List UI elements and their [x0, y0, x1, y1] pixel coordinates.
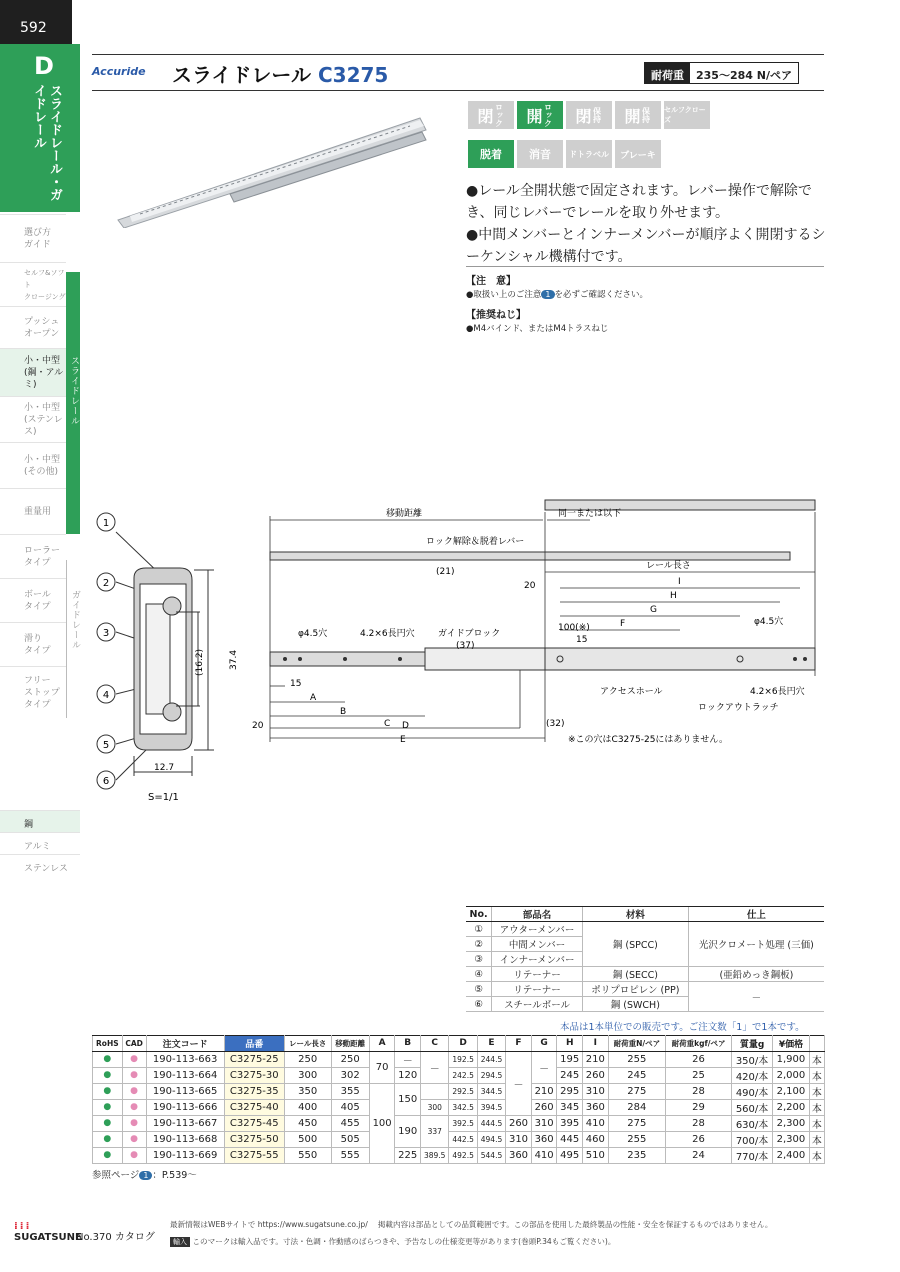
page-title [172, 59, 388, 88]
spec-header-part-number: 品番 [224, 1036, 284, 1052]
reference-page: 参照ページ 1 ：P.539～ [92, 1170, 197, 1181]
spec-header-order-code: 注文コード [146, 1036, 224, 1052]
over-travel-icon: ドトラベル [566, 140, 612, 168]
dim-15-left: 15 [290, 679, 302, 689]
callout-5: 5 [102, 740, 110, 751]
sidebar-item-sliding[interactable]: 滑り タイプ [0, 622, 66, 666]
load-label: 耐荷重 [645, 63, 690, 83]
import-tag: 輸入 [170, 1237, 190, 1247]
callout-6: 6 [102, 776, 110, 787]
scale-label: S=1/1 [148, 792, 179, 803]
feature-1: ●レール全開状態で固定されます。レバー操作で解除でき、同じレバーでレールを取り外せます。 [466, 183, 812, 221]
brand-logo: ⁞⁞⁞ SUGATSUNE [14, 1221, 82, 1243]
parts-header-finish: 仕上 [688, 907, 824, 922]
sidebar-item-guide[interactable]: 選び方 ガイド [0, 214, 66, 262]
category-title: スライドレール・ガイドレール [31, 84, 62, 201]
self-close-icon: セルフクローズ [664, 101, 710, 129]
callout-1: 1 [102, 518, 110, 529]
callout-3: 3 [102, 628, 110, 639]
catalog-number: No.370 カタログ [76, 1232, 155, 1243]
screw-text: ●M4バインド、またはM4トラスねじ [466, 324, 609, 334]
close-hold-icon: 閉 保持 [566, 101, 612, 129]
open-hold-icon: 開 保持 [615, 101, 661, 129]
silent-icon: 消音 [517, 140, 563, 168]
load-capacity-box [644, 62, 799, 84]
spec-header-move-distance: 移動距離 [331, 1036, 369, 1052]
dim-37: (37) [456, 641, 475, 651]
sidebar-item-ball[interactable]: ボール タイプ [0, 578, 66, 622]
table-row: ① アウターメンバー 鋼 (SPCC) 光沢クロメート処理 (三価) [466, 922, 824, 937]
label-slot-right: 4.2×6長円穴 [750, 687, 805, 697]
dim-15-right: 15 [576, 635, 588, 645]
page-number: 592 [0, 0, 72, 44]
notes-rule [466, 266, 824, 267]
table-row: ● ● 190-113-664 C3275-30 300 302 120 242.5 294.5 245 260 245 25 420/本 2,000 本 [93, 1067, 825, 1083]
dim-37-4: 37.4 [229, 649, 239, 670]
parts-header-name: 部品名 [492, 907, 583, 922]
label-slot-left: 4.2×6長円穴 [360, 629, 415, 639]
table-row: ③ インナーメンバー [466, 952, 824, 967]
parts-finish-123: 光沢クロメート処理 (三価) [688, 922, 824, 967]
sidebar-rail-slide [66, 272, 80, 534]
sidebar-item-small-other[interactable]: 小・中型 (その他) [0, 442, 66, 488]
parts-material-123: 鋼 (SPCC) [582, 922, 688, 967]
caution-ref-pill[interactable]: 1 [541, 290, 554, 299]
footer-line-2: 輸入 このマークは輸入品です。寸法・色調・作動感のばらつきや、予告なしの仕様変更等があります(巻頭P.34もご覧ください)。 [170, 1236, 615, 1247]
table-row: ⑤ リテーナー ポリプロピレン (PP) － [466, 982, 824, 997]
close-lock-icon: 閉 ロック [468, 101, 514, 129]
label-access-hole: アクセスホール [600, 687, 663, 697]
spec-header-cad: CAD [122, 1036, 146, 1052]
title-text: スライドレール [172, 63, 311, 87]
callout-4: 4 [102, 690, 110, 701]
label-phi45-right: φ4.5穴 [754, 617, 784, 627]
brake-icon: ブレーキ [615, 140, 661, 168]
sidebar-item-small-stainless[interactable]: 小・中型 (ステンレス) [0, 396, 66, 442]
sidebar-item-heavy[interactable]: 重量用 [0, 488, 66, 534]
table-row: ● ● 190-113-665 C3275-35 350 355 100 150 292.5 344.5 210 295 310 275 28 490/本 2,100 本 [93, 1083, 825, 1099]
parts-finish-56: － [688, 982, 824, 1012]
table-row: ● ● 190-113-666 C3275-40 400 405 300 342.5 394.5 260 345 360 284 29 560/本 2,200 本 [93, 1099, 825, 1115]
label-guide-block: ガイドブロック [438, 629, 501, 639]
dim-G: G [650, 605, 657, 615]
screw-heading: 【推奨ねじ】 [466, 310, 526, 321]
label-same-or-less: 同一または以下 [558, 509, 622, 519]
material-steel[interactable]: 鋼 [0, 810, 80, 832]
dim-21: (21) [436, 567, 455, 577]
table-row: ④ リテーナー 鋼 (SECC) (亜鉛めっき鋼板) [466, 967, 824, 982]
sidebar-rail-guide [66, 560, 80, 718]
sidebar-item-soft-closing[interactable]: セルフ&ソフト クロージング [0, 262, 66, 306]
table-row: ⑥ スチールボール 鋼 (SWCH) [466, 997, 824, 1012]
sidebar-item-roller[interactable]: ローラー タイプ [0, 534, 66, 578]
category-letter: D [34, 52, 54, 80]
note-hole: ※この穴はC3275-25にはありません。 [568, 735, 728, 745]
header-rule [92, 90, 824, 91]
open-lock-icon: 開 ロック [517, 101, 563, 129]
caution-heading: 【注 意】 [466, 276, 516, 287]
footer-line-1: 最新情報はWEBサイトで https://www.sugatsune.co.jp/ 掲載内容は部品としての品質範囲です。この部品を使用した最終製品の性能・安全を保証するものではありません。 [170, 1220, 773, 1229]
dim-F: F [620, 619, 626, 629]
dim-B: B [340, 707, 347, 717]
table-row: ● ● 190-113-668 C3275-50 500 505 442.5 494.5 310 360 445 460 255 26 700/本 2,300 本 [93, 1131, 825, 1147]
spec-header-rohs: RoHS [93, 1036, 123, 1052]
side-view-drawing [250, 496, 830, 746]
dim-A: A [310, 693, 317, 703]
dim-32: (32) [546, 719, 565, 729]
sidebar-item-push-open[interactable]: プッシュ オープン [0, 306, 66, 348]
dim-D: D [402, 721, 409, 731]
dim-C: C [384, 719, 391, 729]
accuride-logo: Accuride [92, 65, 146, 78]
material-stainless[interactable]: ステンレス [0, 854, 80, 876]
brand-dots-icon: ⁞⁞⁞ [14, 1221, 32, 1232]
title-model: C3275 [317, 63, 389, 87]
table-row: ● ● 190-113-669 C3275-55 550 555 225 389.5 492.5 544.5 360 410 495 510 235 24 770/本 2,400 本 [93, 1147, 825, 1163]
label-lever: ロック解除＆脱着レバー [426, 537, 525, 547]
dim-I: I [678, 577, 681, 587]
material-aluminum[interactable]: アルミ [0, 832, 80, 854]
feature-2: ●中間メンバーとインナーメンバーが順序よく開閉するシーケンシャル機構付です。 [466, 227, 826, 265]
sidebar-rail-slide-label: スライドレール [69, 356, 79, 426]
table-row: ● ● 190-113-663 C3275-25 250 250 70 － － 192.5 244.5 － － 195 210 255 26 350/本 1,900 本 [93, 1051, 825, 1067]
sidebar-rail-guide-label: ガイドレール [70, 590, 80, 650]
parts-header-material: 材料 [582, 907, 688, 922]
dim-100: 100(※) [558, 623, 590, 633]
label-move-distance: 移動距離 [386, 509, 423, 519]
dim-H: H [670, 591, 677, 601]
spec-table: RoHS CAD 注文コード 品番 レール長さ 移動距離 A B C D E F G H I 耐荷重N/ペア 耐荷重kgf/ペア 質量g ¥価格 ● ● 190-113-663 C3275-25 250 250 70 － － 192.5 244.5 － － 195 210 255 26 350/本 1,900 本 ● ● 190-113-664 C3275-30 300 302 120 242.5 294.5 245 260 245 25 420/本 2,000 本 ● ● 190-113-665 C3275-35 350 355 100 150 292.5 344.5 210 295 310 275 28 490/本 2,100 本 ● ● 190-113-666 C3275-40 400 405 300 342.5 394.5 260 345 360 284 29 560/本 2,200 本 ● ● 190-113-667 C3275-45 450 455 190 337 392.5 444.5 260 310 395 410 275 28 630/本 2,300 本 ● ● 190-113-668 C3275-50 500 505 442.5 494.5 310 360 445 460 255 26 700/本 2,300 本 ● ● 190-113-669 C3275-55 550 555 225 389.5 492.5 544.5 360 410 495 510 235 24 770/本 2,400 本 [92, 1035, 825, 1164]
product-photo [110, 108, 430, 228]
dim-12-7: 12.7 [154, 763, 175, 773]
category-box [0, 44, 80, 212]
callout-2: 2 [102, 578, 110, 589]
dim-20-top: 20 [524, 581, 536, 591]
table-row: ● ● 190-113-667 C3275-45 450 455 190 337 392.5 444.5 260 310 395 410 275 28 630/本 2,300 本 [93, 1115, 825, 1131]
dim-E: E [400, 735, 406, 745]
label-rail-length: レール長さ [646, 561, 691, 571]
sidebar-item-freestop[interactable]: フリー ストップ タイプ [0, 666, 66, 718]
label-phi45-left: φ4.5穴 [298, 629, 328, 639]
label-lockout-latch: ロックアウトラッチ [698, 703, 779, 713]
table-row: ② 中間メンバー [466, 937, 824, 952]
caution-text: ●取扱い上のご注意 1 を必ずご確認ください。 [466, 290, 649, 300]
sales-note: 本品は1本単位での販売です。ご注文数「1」で1本です。 [560, 1022, 805, 1033]
detach-icon: 脱着 [468, 140, 514, 168]
sidebar-item-small-steel[interactable]: 小・中型 (鋼・アルミ) [0, 348, 66, 396]
parts-header-no: No. [466, 907, 492, 922]
dim-16-2: (16.2) [195, 648, 205, 676]
spec-header-rail-length: レール長さ [284, 1036, 331, 1052]
load-value: 235～284 N/ペア [696, 69, 792, 82]
ref-pill[interactable]: 1 [139, 1171, 152, 1180]
parts-table [466, 906, 824, 1012]
header-top-rule [92, 54, 824, 55]
cross-section-drawing [90, 508, 260, 808]
dim-20-left: 20 [252, 721, 264, 731]
